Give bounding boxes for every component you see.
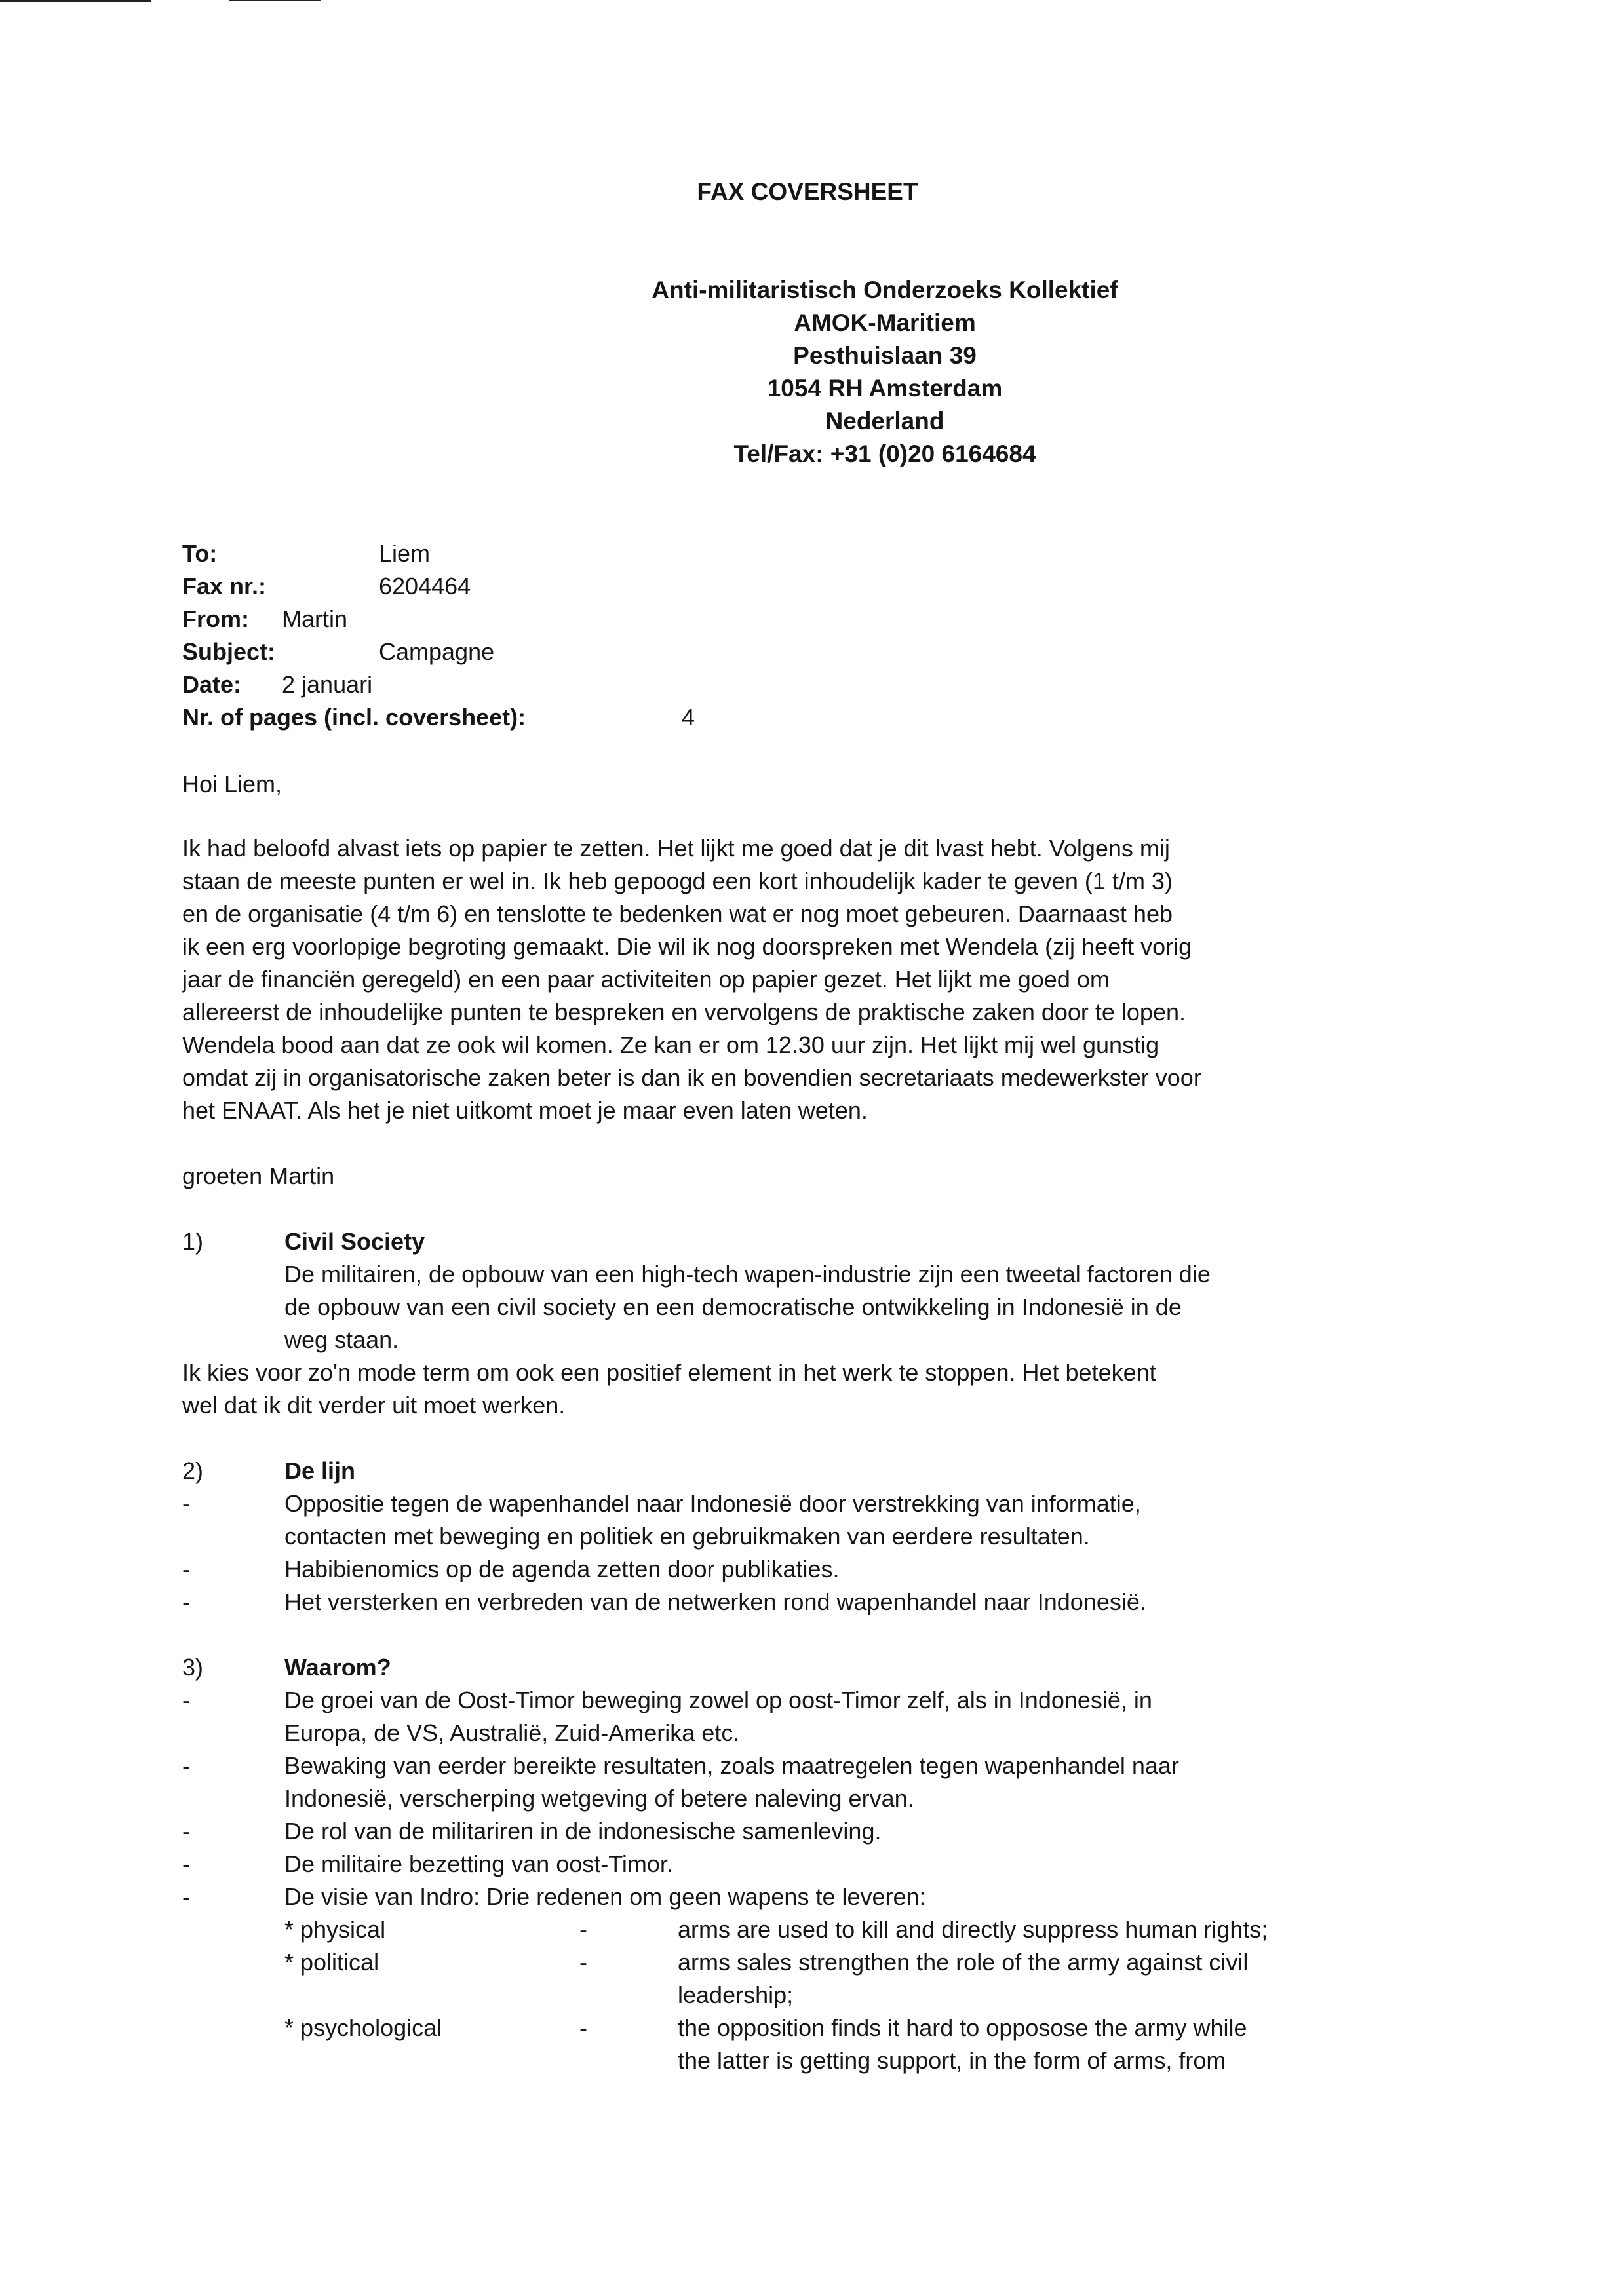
body-line: omdat zij in organisatorische zaken beter is dan ik en bovendien secretariaats medewerkster voor: [182, 1064, 1201, 1091]
visie-dash: -: [579, 2014, 587, 2041]
body-line: staan de meeste punten er wel in. Ik heb gepoogd een kort inhoudelijk kader te geven (1 t/m 3): [182, 868, 1173, 894]
body-line: Wendela bood aan dat ze ook wil komen. Ze kan er om 12.30 uur zijn. Het lijkt mij wel gunstig: [182, 1031, 1159, 1058]
visie-row: [284, 1913, 1464, 1946]
field-fax-label: Fax nr.:: [182, 573, 267, 600]
visie-dash: -: [579, 1916, 587, 1943]
list-item: [182, 1586, 1460, 1618]
list-item: [182, 1487, 1460, 1553]
list-dash: -: [182, 1588, 190, 1615]
organization-telfax: Tel/Fax: +31 (0)20 6164684: [733, 440, 1036, 467]
visie-line: arms sales strengthen the role of the army against civil: [678, 1949, 1249, 1976]
field-from-label: From:: [182, 605, 249, 632]
list-dash: -: [182, 1687, 190, 1713]
list-item-line: Indonesië, verscherping wetgeving of betere naleving ervan.: [284, 1785, 914, 1812]
visie-line: the latter is getting support, in the form of arms, from: [678, 2047, 1226, 2074]
section-line: De militairen, de opbouw van een high-tech wapen-industrie zijn een tweetal factoren die: [284, 1261, 1211, 1288]
section-line: weg staan.: [284, 1326, 399, 1353]
visie-line: the opposition finds it hard to opposose the army while: [678, 2014, 1247, 2041]
scan-edge-line: [229, 0, 321, 1]
field-pages-value: 4: [682, 704, 695, 731]
visie-row: [284, 2012, 1464, 2077]
visie-key: * psychological: [284, 2014, 442, 2041]
field-fax: [182, 570, 1100, 603]
list-item: [182, 1881, 1460, 1913]
list-item: [182, 1848, 1460, 1881]
organization-city: 1054 RH Amsterdam: [767, 375, 1003, 402]
list-item-line: Europa, de VS, Australië, Zuid-Amerika etc.: [284, 1719, 740, 1746]
list-item-line: contacten met beweging en politiek en gebruikmaken van eerdere resultaten.: [284, 1523, 1090, 1550]
field-fax-value: 6204464: [379, 573, 471, 600]
fax-header-fields: [182, 537, 1100, 734]
field-to: [182, 537, 1100, 570]
visie-line: leadership;: [678, 1981, 794, 2008]
message-body: [182, 832, 1441, 1127]
list-item-line: De militaire bezetting van oost-Timor.: [284, 1850, 673, 1877]
body-line: en de organisatie (4 t/m 6) en tenslotte te bedenken wat er nog moet gebeuren. Daarnaast heb: [182, 900, 1173, 927]
list-item: [182, 1684, 1460, 1750]
greeting: [182, 768, 1441, 801]
organization-address: [459, 274, 1311, 470]
closing-text: groeten Martin: [182, 1162, 335, 1189]
greeting-text: Hoi Liem,: [182, 771, 282, 797]
field-date-value: 2 januari: [282, 671, 373, 698]
closing: [182, 1160, 1441, 1193]
field-from: [182, 603, 1100, 636]
section-note-line: Ik kies voor zo'n mode term om ook een positief element in het werk te stoppen. Het betekent: [182, 1359, 1156, 1386]
list-dash: -: [182, 1883, 190, 1910]
visie-key: * political: [284, 1949, 379, 1976]
list-dash: -: [182, 1556, 190, 1582]
body-line: jaar de financiën geregeld) en een paar activiteiten op papier gezet. Het lijkt me goed om: [182, 966, 1110, 993]
list-dash: -: [182, 1752, 190, 1779]
section-civil-society-note: [182, 1356, 1460, 1422]
field-subject-label: Subject:: [182, 638, 276, 665]
list-dash: -: [182, 1850, 190, 1877]
list-item-line: De rol van de militariren in de indonesische samenleving.: [284, 1818, 882, 1845]
field-date-label: Date:: [182, 671, 242, 698]
organization-unit: AMOK-Maritiem: [794, 309, 976, 336]
list-dash: -: [182, 1818, 190, 1845]
field-pages: [182, 701, 1100, 734]
page-title: FAX COVERSHEET: [697, 178, 918, 205]
field-subject: [182, 636, 1100, 668]
section-text: [284, 1258, 1464, 1356]
field-to-value: Liem: [379, 540, 431, 567]
organization-street: Pesthuislaan 39: [793, 342, 977, 369]
body-line: ik een erg voorlopige begroting gemaakt. Die wil ik nog doorspreken met Wendela (zij heeft vorig: [182, 933, 1192, 960]
list-dash: -: [182, 1490, 190, 1517]
section-number: 1): [182, 1228, 204, 1255]
visie-dash: -: [579, 1949, 587, 1976]
field-from-value: Martin: [282, 605, 348, 632]
section-de-lijn-list: [182, 1487, 1460, 1618]
visie-row: [284, 1946, 1464, 2012]
list-item-line: Habibienomics op de agenda zetten door publikaties.: [284, 1556, 840, 1582]
visie-reasons-table: [284, 1913, 1464, 2077]
section-note-line: wel dat ik dit verder uit moet werken.: [182, 1392, 566, 1419]
organization-name: Anti-militaristisch Onderzoeks Kollektief: [652, 277, 1118, 303]
section-waarom-list: [182, 1684, 1460, 1913]
section-number: 2): [182, 1457, 204, 1484]
body-line: het ENAAT. Als het je niet uitkomt moet je maar even laten weten.: [182, 1097, 868, 1124]
list-item: [182, 1750, 1460, 1815]
list-item: [182, 1553, 1460, 1586]
visie-key: * physical: [284, 1916, 386, 1943]
list-item-line: De visie van Indro: Drie redenen om geen wapens te leveren:: [284, 1883, 926, 1910]
section-title: Waarom?: [284, 1654, 391, 1681]
section-line: de opbouw van een civil society en een democratische ontwikkeling in Indonesië in de: [284, 1293, 1182, 1320]
list-item-line: Het versterken en verbreden van de netwerken rond wapenhandel naar Indonesië.: [284, 1588, 1146, 1615]
section-number: 3): [182, 1654, 204, 1681]
body-line: Ik had beloofd alvast iets op papier te zetten. Het lijkt me goed dat je dit lvast hebt. Volgens mij: [182, 835, 1170, 862]
scan-edge-line: [0, 0, 151, 2]
field-to-label: To:: [182, 540, 218, 567]
list-item-line: Oppositie tegen de wapenhandel naar Indonesië door verstrekking van informatie,: [284, 1490, 1141, 1517]
field-pages-label: Nr. of pages (incl. coversheet):: [182, 704, 526, 731]
list-item-line: De groei van de Oost-Timor beweging zowel op oost-Timor zelf, als in Indonesië, in: [284, 1687, 1152, 1713]
field-subject-value: Campagne: [379, 638, 495, 665]
organization-country: Nederland: [825, 408, 944, 434]
list-item: [182, 1815, 1460, 1848]
section-title: De lijn: [284, 1457, 356, 1484]
visie-line: arms are used to kill and directly suppress human rights;: [678, 1916, 1268, 1943]
list-item-line: Bewaking van eerder bereikte resultaten, zoals maatregelen tegen wapenhandel naar: [284, 1752, 1179, 1779]
field-date: [182, 668, 1100, 701]
body-line: allereerst de inhoudelijke punten te bespreken en vervolgens de praktische zaken door te lopen.: [182, 999, 1186, 1025]
section-title: Civil Society: [284, 1228, 425, 1255]
